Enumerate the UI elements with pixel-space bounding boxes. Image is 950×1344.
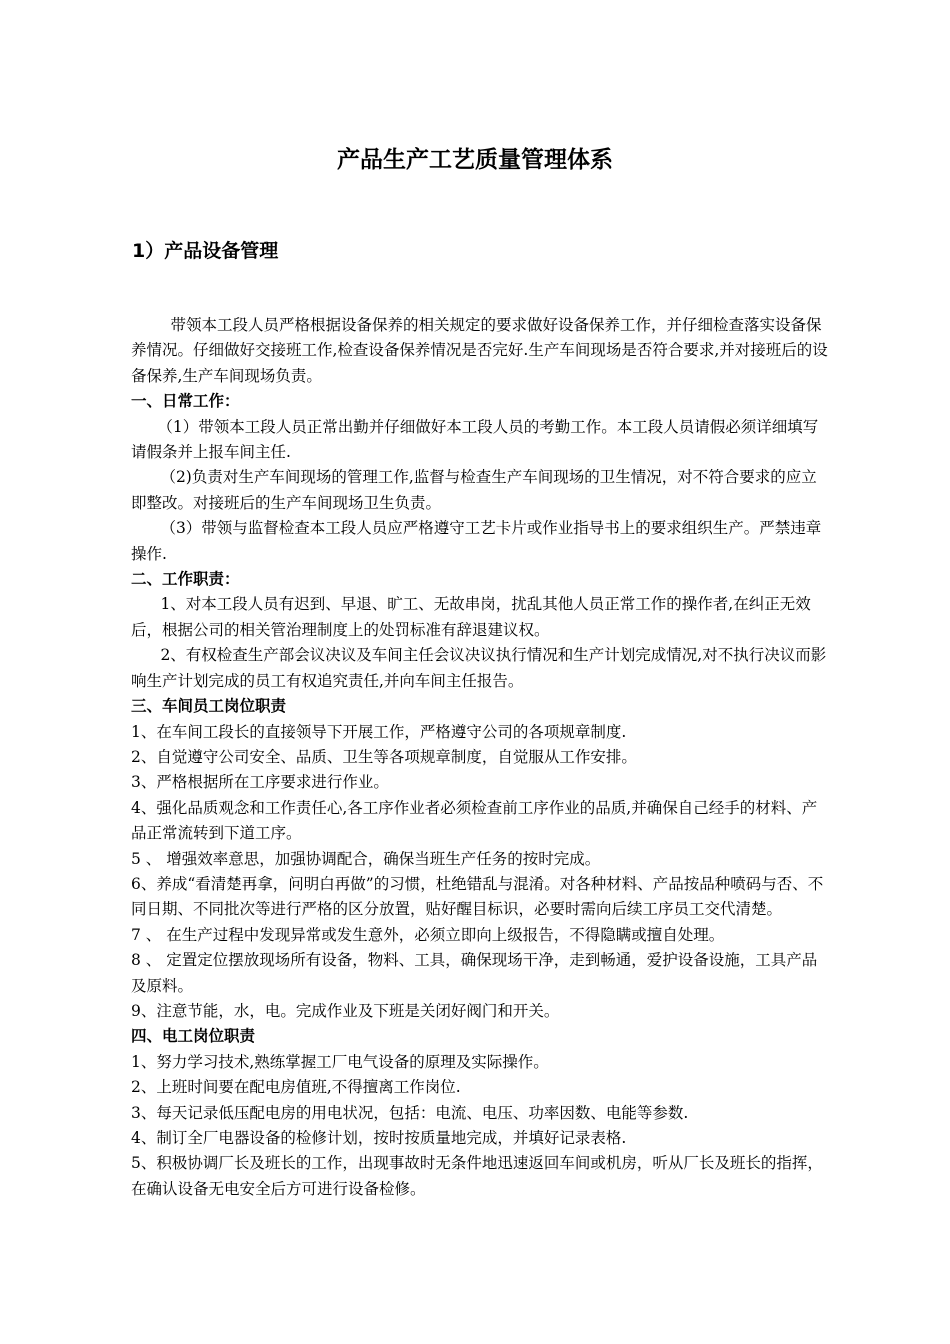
electrician-item: 5、积极协调厂长及班长的工作，出现事故时无条件地迅速返回车间或机房，听从厂长及班长的指挥，在确认设备无电安全后方可进行设备检修。	[131, 1154, 823, 1198]
worker-item: 2、自觉遵守公司安全、品质、卫生等各项规章制度，自觉服从工作安排。	[131, 747, 637, 766]
duty-item: 1、对本工段人员有迟到、早退、旷工、无故串岗，扰乱其他人员正常工作的操作者,在纠正无效后，根据公司的相关管治理制度上的处罚标准有辞退建议权。	[131, 595, 811, 639]
worker-item: 4、强化品质观念和工作责任心,各工序作业者必须检查前工序作业的品质,并确保自己经手的材料、产品正常流转到下道工序。	[131, 798, 818, 843]
worker-item: 6、养成“看清楚再拿，问明白再做”的习惯，杜绝错乱与混淆。对各种材料、产品按品种喷码与否、不同日期、不同批次等进行严格的区分放置，贴好醒目标识，必要时需向后续工序员工交代清楚。	[131, 874, 824, 919]
worker-item: 5 、 增强效率意思，加强协调配合，确保当班生产任务的按时完成。	[131, 849, 601, 868]
document-body	[131, 313, 831, 1202]
worker-item: 9、注意节能，水，电。完成作业及下班是关闭好阀门和开关。	[131, 1001, 560, 1020]
worker-item: 8 、 定置定位摆放现场所有设备，物料、工具，确保现场干净，走到畅通，爱护设备设施，工具产品及原料。	[131, 951, 818, 995]
electrician-item: 4、制订全厂电器设备的检修计划，按时按质量地完成，并填好记录表格.	[131, 1129, 627, 1147]
electrician-item: 2、上班时间要在配电房值班,不得擅离工作岗位.	[131, 1078, 461, 1097]
worker-item: 3、严格根据所在工序要求进行作业。	[131, 773, 389, 792]
intro-paragraph: 带领本工段人员严格根据设备保养的相关规定的要求做好设备保养工作，并仔细检查落实设备保养情况。仔细做好交接班工作,检查设备保养情况是否完好.生产车间现场是否符合要求,并对接班后的设备保养,生产车间现场负责。	[131, 316, 828, 385]
duty-item: 2、有权检查生产部会议决议及车间主任会议决议执行情况和生产计划完成情况,对不执行决议而影响生产计划完成的员工有权追究责任,并向车间主任报告。	[131, 646, 827, 690]
daily-item: （3）带领与监督检查本工段人员应严格遵守工艺卡片或作业指导书上的要求组织生产。严禁违章操作.	[131, 519, 822, 563]
document-title: 产品生产工艺质量管理体系	[337, 147, 613, 173]
daily-item: （2)负责对生产车间现场的管理工作,监督与检查生产车间现场的卫生情况，对不符合要求的应立即整改。对接班后的生产车间现场卫生负责。	[131, 468, 817, 512]
electrician-item: 1、努力学习技术,熟练掌握工厂电气设备的原理及实际操作。	[131, 1052, 549, 1071]
heading-electrician-duties: 四、电工岗位职责	[131, 1027, 256, 1046]
worker-item: 1、在车间工段长的直接领导下开展工作，严格遵守公司的各项规章制度.	[131, 722, 627, 741]
heading-daily-work: 一、日常工作：	[131, 392, 240, 411]
section-heading-equipment: 1）产品设备管理	[132, 240, 279, 262]
worker-item: 7 、 在生产过程中发现异常或发生意外，必须立即向上级报告，不得隐瞒或擅自处理。	[131, 925, 725, 944]
heading-worker-duties: 三、车间员工岗位职责	[131, 697, 287, 716]
electrician-item: 3、每天记录低压配电房的用电状况，包括：电流、电压、功率因数、电能等参数.	[131, 1103, 689, 1122]
heading-duties: 二、工作职责：	[131, 570, 240, 589]
daily-item: （1）带领本工段人员正常出勤并仔细做好本工段人员的考勤工作。本工段人员请假必须详细填写请假条并上报车间主任.	[131, 417, 819, 462]
